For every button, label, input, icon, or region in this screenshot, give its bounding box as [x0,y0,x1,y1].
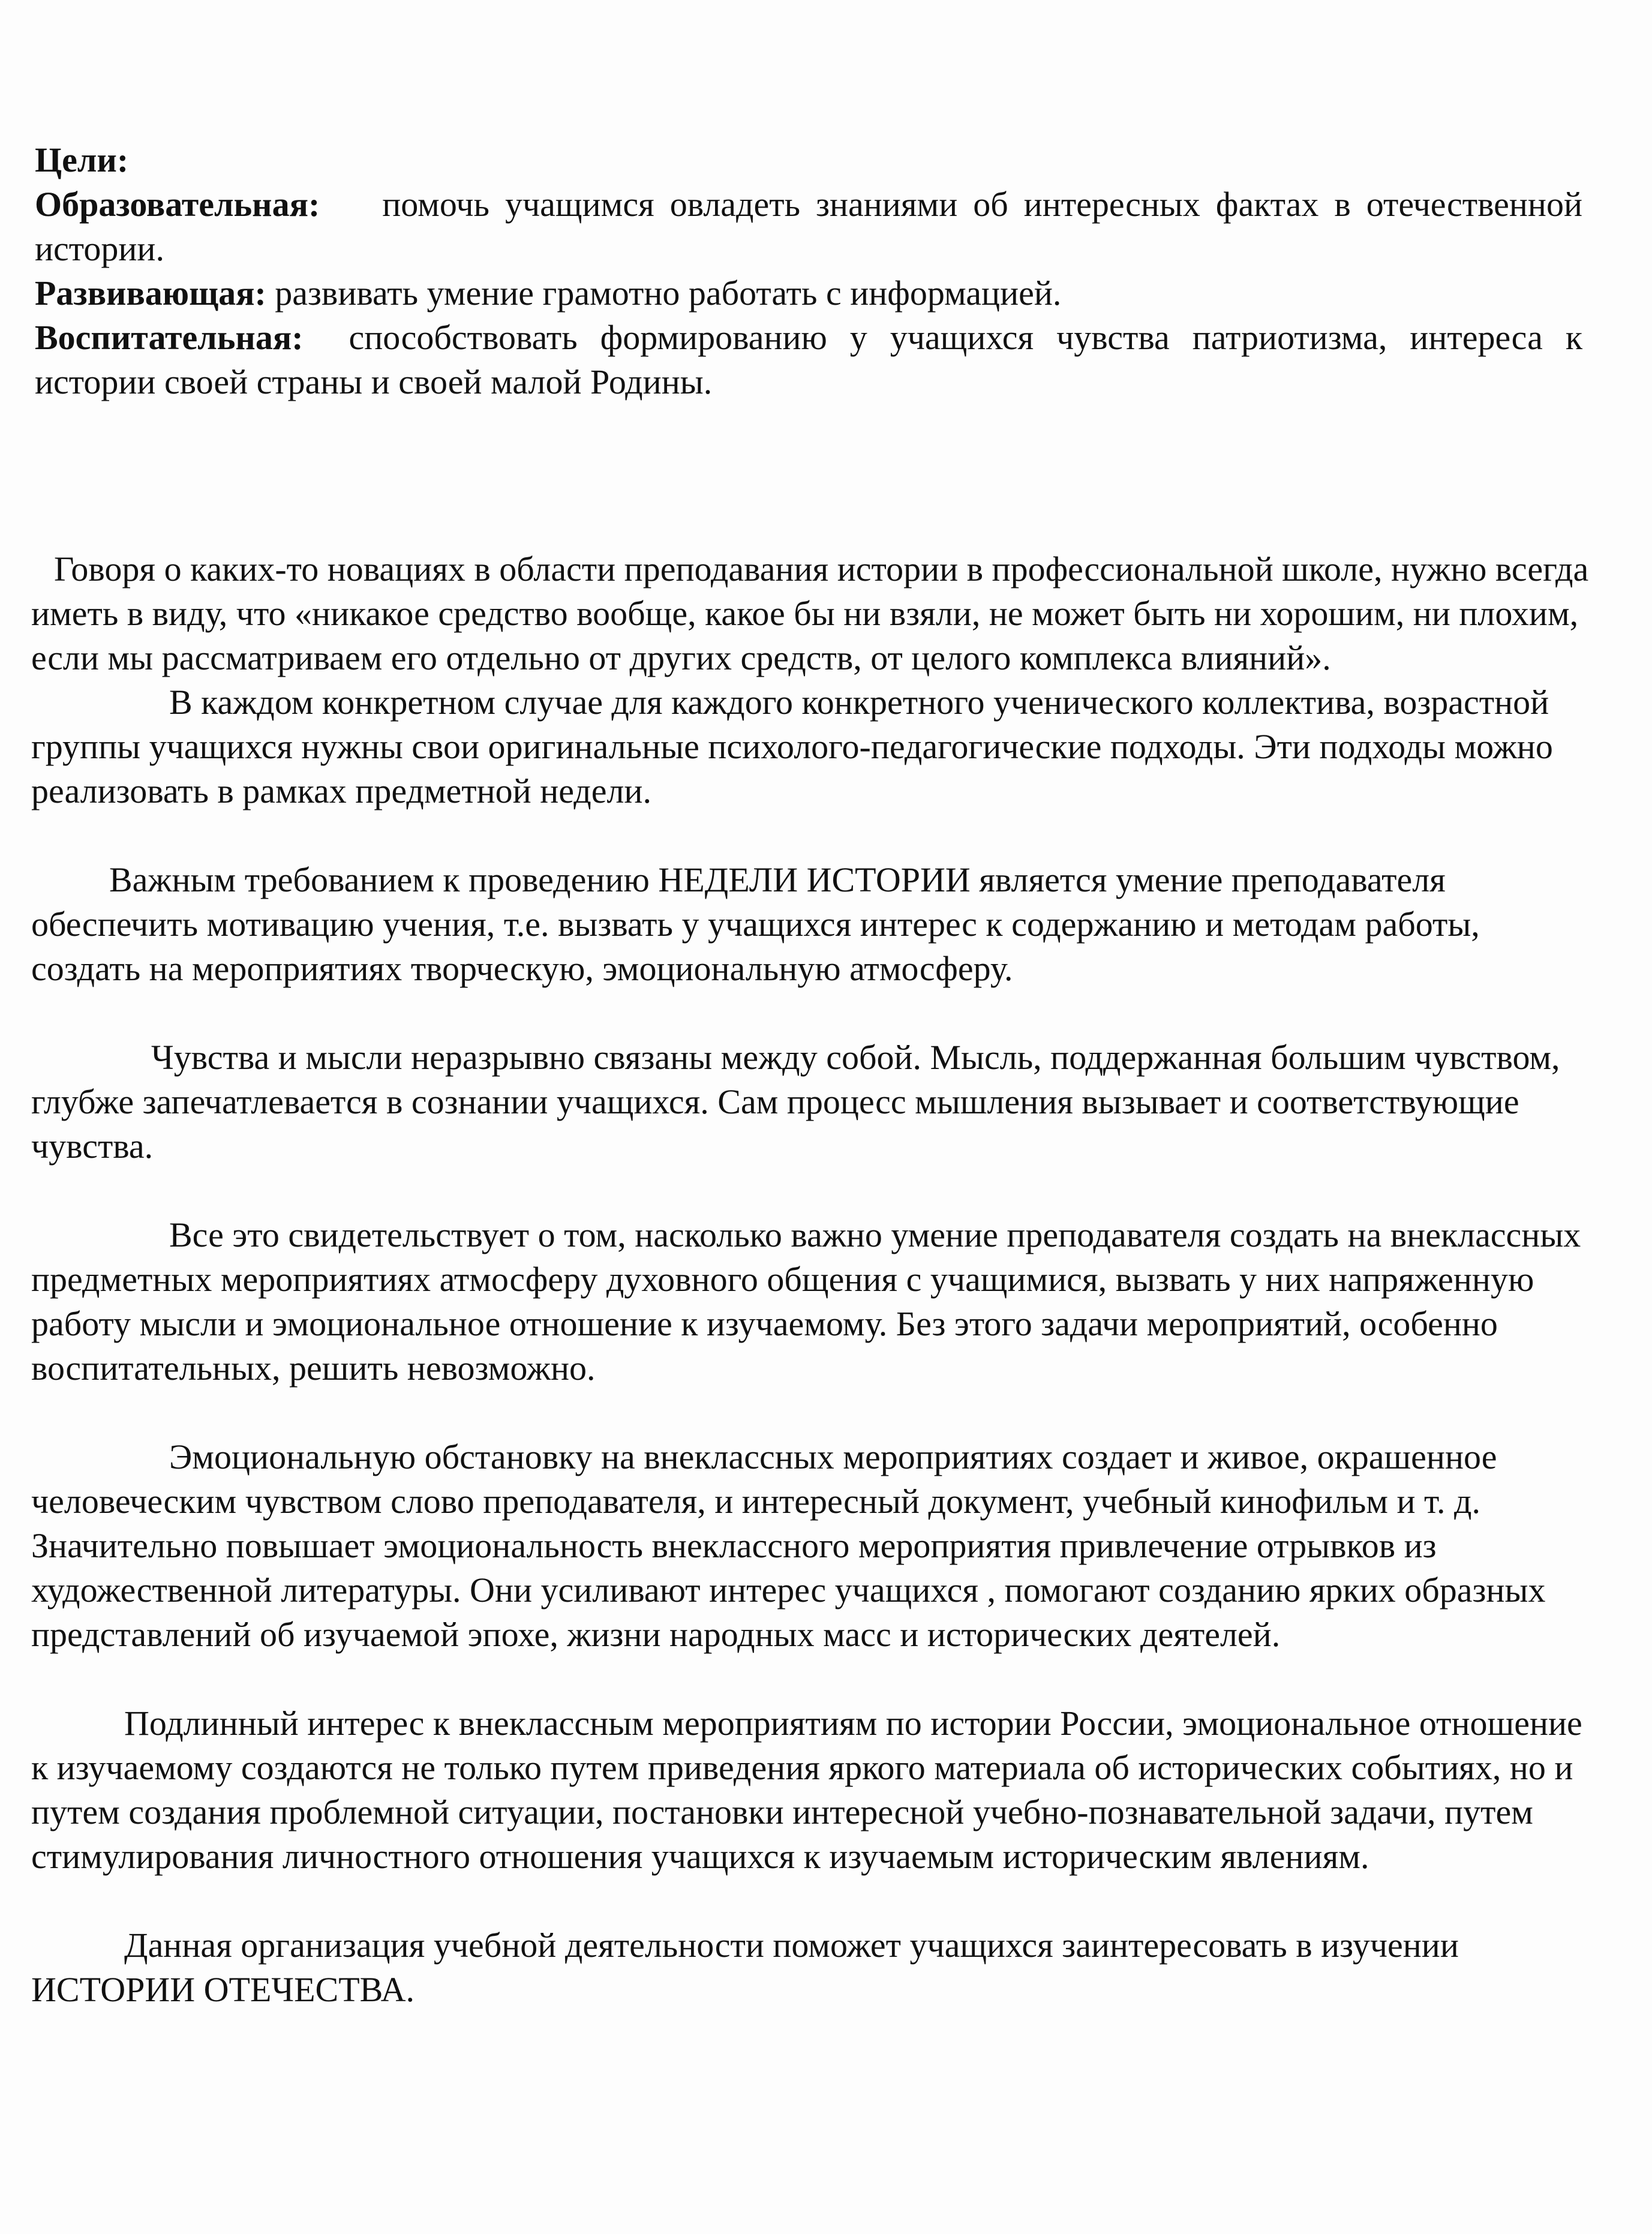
paragraph-approaches: В каждом конкретном случае для каждого конкретного ученического коллектива, возрастной группы учащихся нужны свои оригинальные психолого-педагогические подходы. Эти подходы можно реализовать в рамках предметной недели. [31,683,1553,810]
goals-heading: Цели: [35,140,129,179]
goal-upbringing-text: способствовать формированию у учащихся чувства патриотизма, интереса к истории своей страны и своей малой Родины. [35,318,1582,401]
paragraph-atmosphere: Все это свидетельствует о том, насколько важно умение преподавателя создать на внеклассных предметных мероприятиях атмосферу духовного общения с учащимися, вызвать у них напряженную работу мысли и эмоциональное отношение к изучаемому. Без этого задачи мероприятий, особенно воспитательных, решить невозможно. [31,1215,1581,1388]
paragraph-genuine-interest: Подлинный интерес к внеклассным мероприятиям по истории России, эмоциональное отношение к изучаемому создаются не только путем приведения яркого материала об исторических событиях, но и путем создания проблемной ситуации, постановки интересной учебно-познавательной задачи, путем стимулирования личностного отношения учащихся к изучаемым историческим явлениям. [31,1704,1582,1876]
document-body [31,547,1591,2012]
paragraph-conclusion: Данная организация учебной деятельности поможет учащихся заинтересовать в изучении ИСТОРИИ ОТЕЧЕСТВА. [31,1926,1459,2009]
goal-upbringing [35,316,1582,404]
goal-upbringing-label: Воспитательная: [35,318,304,357]
goal-developing [35,271,1582,316]
paragraph-motivation: Важным требованием к проведению НЕДЕЛИ ИСТОРИИ является умение преподавателя обеспечить мотивацию учения, т.е. вызвать у учащихся интерес к содержанию и методам работы, создать на мероприятиях творческую, эмоциональную атмосферу. [31,860,1480,988]
goal-developing-text: развивать умение грамотно работать с информацией. [275,274,1062,313]
paragraph-feelings: Чувства и мысли неразрывно связаны между собой. Мысль, поддержанная большим чувством, глубже запечатлевается в сознании учащихся. Сам процесс мышления вызывает и соответствующие чувства. [31,1038,1560,1166]
goals-section [35,138,1582,404]
paragraph-innovations: Говоря о каких-то новациях в области преподавания истории в профессиональной школе, нужно всегда иметь в виду, что «никакое средство вообще, какое бы ни взяли, не может быть ни хорошим, ни плохим, если мы рассматриваем его отдельно от других средств, от целого комплекса влияний». [31,550,1589,677]
paragraph-emotional-setting: Эмоциональную обстановку на внеклассных мероприятиях создает и живое, окрашенное человеческим чувством слово преподавателя, и интересный документ, учебный кинофильм и т. д. Значительно повышает эмоциональность внеклассного мероприятия привлечение отрывков из художественной литературы. Они усиливают интерес учащихся , помогают созданию ярких образных представлений об изучаемой эпохе, жизни народных масс и исторических деятелей. [31,1437,1546,1654]
goal-educational-text: помочь учащимся овладеть знаниями об интересных фактах в отечественной истории. [35,185,1582,268]
goal-developing-label: Развивающая: [35,274,266,313]
goal-educational-label: Образовательная: [35,185,320,224]
goal-educational [35,182,1582,271]
